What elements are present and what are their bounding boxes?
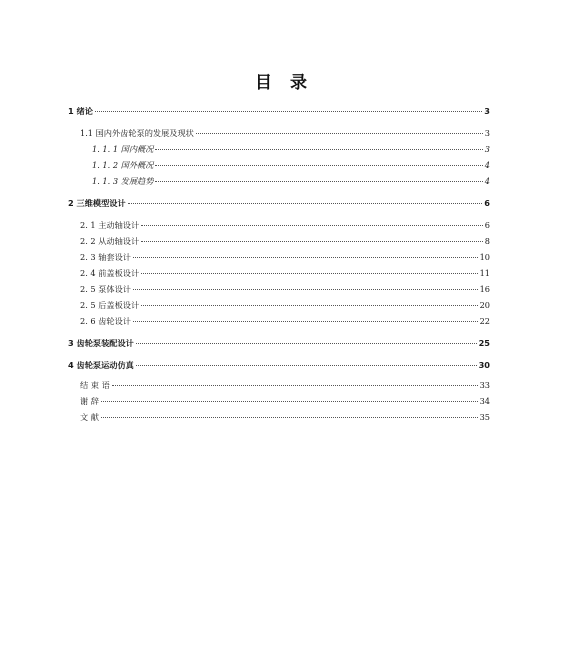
toc-entry-section-1-1[interactable]: [80, 128, 490, 139]
toc-entry-section-2-5-b[interactable]: [80, 300, 490, 311]
toc-entry-section-2-1[interactable]: [80, 220, 490, 231]
toc-entry-page: 20: [479, 300, 490, 310]
toc-entry-conclusion[interactable]: [80, 380, 490, 391]
toc-entry-page: 6: [484, 220, 490, 230]
dot-leader: [141, 305, 477, 306]
toc-entry-page: 3: [484, 106, 490, 116]
dot-leader: [128, 203, 483, 204]
dot-leader: [155, 181, 482, 182]
toc-entry-label: 2. 6 齿轮设计: [80, 316, 131, 326]
toc-entry-chapter-2[interactable]: [68, 198, 490, 209]
dot-leader: [112, 385, 478, 386]
toc-entry-page: 22: [479, 316, 490, 326]
toc-entry-page: 34: [479, 396, 490, 406]
dot-leader: [95, 111, 482, 112]
toc-entry-page: 11: [479, 268, 490, 278]
toc-entry-subsection-1-1-1[interactable]: [92, 144, 490, 155]
toc-entry-page: 8: [484, 236, 490, 246]
dot-leader: [136, 365, 477, 366]
toc-entry-page: 16: [479, 284, 490, 294]
dot-leader: [141, 273, 477, 274]
dot-leader: [196, 133, 483, 134]
dot-leader: [133, 257, 478, 258]
toc-entry-label: 2. 3 轴套设计: [80, 252, 131, 262]
toc-entry-page: 4: [484, 176, 490, 186]
toc-entry-section-2-3[interactable]: [80, 252, 490, 263]
toc-entry-label: 1. 1. 3 发展趋势: [92, 176, 154, 186]
dot-leader: [136, 343, 477, 344]
toc-entry-section-2-5[interactable]: [80, 284, 490, 295]
toc-entry-label: 2 三维模型设计: [68, 198, 126, 208]
dot-leader: [155, 165, 482, 166]
toc-entry-label: 2. 5 泵体设计: [80, 284, 131, 294]
dot-leader: [101, 401, 478, 402]
toc-entry-label: 2. 2 从动轴设计: [80, 236, 140, 246]
dot-leader: [141, 225, 483, 226]
toc-entry-label: 3 齿轮泵装配设计: [68, 338, 134, 348]
toc-entry-label: 4 齿轮泵运动仿真: [68, 360, 134, 370]
toc-entry-chapter-4[interactable]: [68, 360, 490, 371]
toc-entry-references[interactable]: [80, 412, 490, 423]
toc-entry-page: 30: [478, 360, 490, 370]
toc-entry-page: 10: [479, 252, 490, 262]
toc-title: 目 录: [255, 73, 313, 93]
toc-entry-section-2-2[interactable]: [80, 236, 490, 247]
toc-entry-subsection-1-1-3[interactable]: [92, 176, 490, 187]
toc-entry-label: 2. 5 后盖板设计: [80, 300, 140, 310]
toc-entry-page: 33: [479, 380, 490, 390]
toc-entry-label: 谢 辞: [80, 396, 99, 406]
dot-leader: [141, 241, 483, 242]
dot-leader: [155, 149, 482, 150]
toc-entry-section-2-6[interactable]: [80, 316, 490, 327]
toc-entry-label: 1 绪论: [68, 106, 93, 116]
toc-entry-chapter-3[interactable]: [68, 338, 490, 349]
toc-entry-label: 2. 1 主动轴设计: [80, 220, 140, 230]
toc-entry-label: 1. 1. 2 国外概况: [92, 160, 154, 170]
toc-entry-page: 35: [479, 412, 490, 422]
toc-entry-page: 4: [484, 160, 490, 170]
toc-entry-page: 3: [484, 128, 490, 138]
toc-entry-label: 文 献: [80, 412, 99, 422]
toc-entry-page: 25: [478, 338, 490, 348]
toc-entry-chapter-1[interactable]: [68, 106, 490, 117]
toc-entry-section-2-4[interactable]: [80, 268, 490, 279]
toc-entry-label: 2. 4 前盖板设计: [80, 268, 140, 278]
toc-entry-label: 结 束 语: [80, 380, 110, 390]
toc-entry-page: 6: [484, 198, 490, 208]
toc-entry-acknowledgements[interactable]: [80, 396, 490, 407]
dot-leader: [133, 321, 478, 322]
toc-entry-subsection-1-1-2[interactable]: [92, 160, 490, 171]
toc-entry-page: 3: [484, 144, 490, 154]
dot-leader: [101, 417, 478, 418]
toc-entry-label: 1. 1. 1 国内概况: [92, 144, 154, 154]
dot-leader: [133, 289, 478, 290]
toc-entry-label: 1.1 国内外齿轮泵的发展及现状: [80, 128, 194, 138]
